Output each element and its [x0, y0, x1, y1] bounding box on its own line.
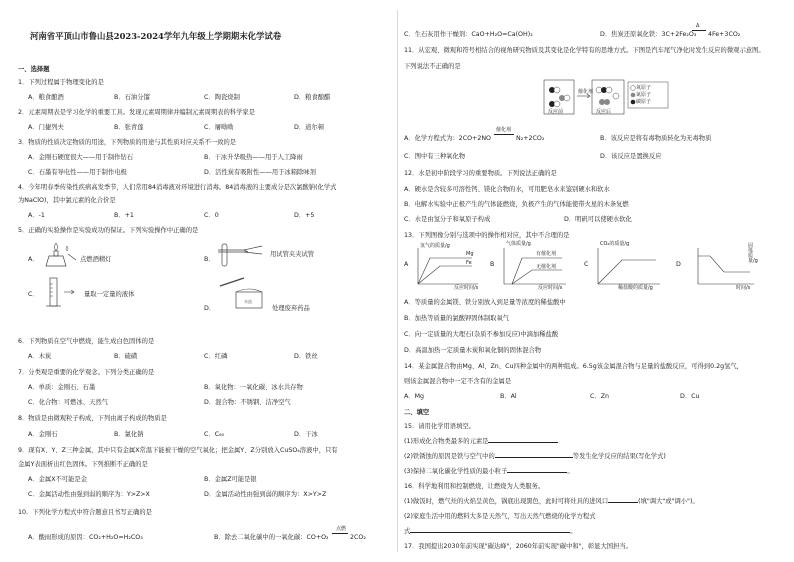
q9-option-a: A．金属X不可能是金 [28, 476, 87, 483]
section-heading-fill: 二、填空 [404, 409, 430, 416]
q12-option-d: D．明矾可以使硬水软化 [564, 216, 632, 223]
q8-option-c: C．C₆₀ [204, 431, 225, 438]
q13-graph-b [498, 241, 570, 290]
alcohol-lamp-figure [38, 240, 78, 270]
q5-option-b-text: 用试管夹夹试管 [270, 251, 315, 258]
q15-sub2 [404, 454, 666, 460]
q10-option-b-arrow-line [332, 533, 348, 534]
q13-graph-b-series-nocatalyst: 无催化剂 [536, 264, 557, 270]
q3-option-b: B．干冰升华吸热——用于人工降雨 [204, 154, 303, 161]
q3-stem: 3．物质的性质决定物质的用途，下列物质的用途与其性质对应关系不一致的是 [18, 139, 237, 146]
q10-option-d-product: 4Fe+3CO₂ [708, 31, 741, 38]
q12-option-a: A．硬水是含较多可溶性钙、镁化合物的水，可用肥皂水来鉴别硬水和软水 [404, 186, 610, 193]
q8-option-a: A．金刚石 [28, 431, 58, 438]
q16-sub1-text: (1)做饭时，燃气灶的火焰呈黄色，锅底出现黑色，此时可将灶具的进风口 [404, 498, 609, 505]
q11-option-a-arrow-line [494, 134, 514, 135]
q12-option-b: B．电解水实验中正极产生的气体能燃烧，负极产生的气体能使带火星的木条复燃 [404, 201, 629, 208]
graduated-cylinder-figure [40, 276, 80, 310]
q5-option-b-label: B． [204, 256, 215, 263]
q13-graph-a-series-fe: Fe [466, 260, 472, 266]
q11-box-before-label: 反应前 [548, 109, 564, 115]
q13-graph-a-xlabel: 反应时间/s [454, 285, 479, 291]
q16-sub3-tail: 。 [570, 528, 577, 535]
q1-option-c: C．陶瓷烧制 [204, 94, 240, 101]
q14-option-d: D．Cu [680, 393, 700, 400]
q10-stem: 10．下列化学方程式中符合题意且书写正确的是 [18, 509, 152, 516]
q10-option-d-arrow-line [692, 30, 706, 31]
test-tube-holder-figure [214, 240, 264, 270]
q5-option-a-text: 点燃酒精灯 [80, 256, 112, 263]
q1-option-a: A．粮食酿酒 [28, 94, 64, 101]
q10-option-b-product: 2CO₂ [350, 534, 366, 541]
q15-sub3-tail: 。 [567, 468, 574, 475]
q11-option-b: B．该反应是将有毒物质转化为无毒物质 [600, 135, 712, 142]
q13-option-d: D．高温加热一定质量木炭和氧化铜的固体混合物 [404, 347, 542, 354]
q14-stem-line2: 则该金属混合物中一定不含有的金属是 [404, 378, 512, 385]
q13-option-b: B．加热等质量的氯酸钾固体制取氧气 [404, 315, 510, 322]
q13-graph-c-xlabel: 稀盐酸的质量/g [618, 285, 653, 291]
q5-option-a-label: A． [28, 256, 39, 263]
q13-graph-a-ylabel: 氢气的质量/g [420, 243, 450, 249]
q6-option-d: D．铁丝 [294, 353, 318, 360]
q11-stem-line2: 下列说法不正确的是 [404, 63, 461, 70]
svg-text:水池: 水池 [244, 299, 252, 304]
q15-sub3-text: (3)保持二氧化碳化学性质的最小粒子 [404, 468, 508, 475]
section-heading-choice: 一、选择题 [18, 66, 50, 73]
q11-option-d: D．该反应是置换反应 [600, 153, 662, 160]
q3-option-d: D．活性炭有吸附性——用于冰箱除味剂 [204, 169, 316, 176]
q6-option-b: B．硫磺 [114, 353, 138, 360]
q13-graph-b-series-catalyst: 有催化剂 [536, 251, 557, 257]
q15-blank-1[interactable] [488, 442, 558, 443]
q11-legend-carbon: 碳原子 [636, 99, 652, 105]
q7-option-c: C．化合物：可燃冰、天然气 [28, 399, 108, 406]
q4-stem-line1: 4．今年明春季传染性疾病高发季节，人们常用84消毒液对环境进行消毒。84消毒液的主要成分是次氯酸钠(化学式 [18, 184, 337, 191]
q4-option-a: A．-1 [28, 212, 45, 219]
q5-option-c-label: C． [28, 291, 39, 298]
q11-catalyst-label: 催化剂 [578, 89, 594, 95]
q13-graph-a-series-mg: Mg [466, 251, 474, 257]
q15-stem: 15．请用化学用语填空。 [404, 423, 475, 430]
q3-option-a: A．金刚石硬度很大——用于制作钻石 [28, 154, 134, 161]
q10-option-b-condition: 点燃 [336, 526, 347, 532]
q7-option-a: A．单质：金刚石、石墨 [28, 384, 96, 391]
q2-option-a: A．门捷列夫 [28, 124, 64, 131]
q13-option-c: C．向一定质量的大理石(杂质不参加反应)中滴加稀盐酸 [404, 331, 559, 338]
q7-stem: 7．分类观是重要的化学观念。下列分类正确的是 [18, 369, 155, 376]
q11-option-a-condition: 催化剂 [496, 127, 512, 133]
q4-option-c: C．0 [204, 212, 219, 219]
q16-sub2: (2)家庭生活中用的燃料大多是天然气，写出天然气燃烧的化学方程式 [404, 513, 596, 520]
q16-sub1-tail: (填"调大"或"调小")。 [638, 498, 699, 505]
q13-graph-c-ylabel: CO₂的质量/g [600, 241, 630, 247]
q13-graph-b-xlabel: 反应时间/s [538, 285, 563, 291]
q14-option-a: A．Mg [404, 393, 425, 400]
q14-option-c: C．Zn [590, 393, 609, 400]
q4-option-d: D．+5 [294, 212, 315, 219]
q1-option-b: B．石油分馏 [114, 94, 150, 101]
q11-box-after-label: 反应后 [596, 109, 612, 115]
q13-graph-b-ylabel: 气体质量/g [506, 241, 531, 247]
q11-option-a: A．化学方程式为：2CO+2NO [404, 135, 491, 142]
q10-option-a: A．酸雨形成的原因：CO₂+H₂O=H₂CO₃ [28, 534, 143, 541]
q13-option-a: A．等质量的金属镁、铁分别放入到足量等浓度的稀盐酸中 [404, 299, 566, 306]
q6-stem: 6．下列物质在空气中燃烧，能生成白色固体的是 [18, 338, 155, 345]
q11-stem-line1: 11．从宏观、微观和符号相结合的视角研究物质及其变化是化学特有的思维方式。下图是汽车尾气净化时发生反应的微观示意图。 [404, 47, 765, 54]
q11-option-a-product: N₂+2CO₂ [516, 135, 545, 142]
q9-option-d: D．金属活动性由强到弱的顺序为：X>Y>Z [204, 491, 327, 498]
q13-graph-d-ylabel: 固体质量/g [748, 243, 758, 264]
q7-option-d: D．混合物：不锈钢、洁净空气 [204, 399, 291, 406]
q8-option-b: B．氯化钠 [114, 431, 144, 438]
q2-stem: 2．元素周期表是学习化学的重要工具。发现元素周期律并编制元素周期表的科学家是 [18, 109, 255, 116]
q5-stem: 5．正确的实验操作是实验成功的保证。下列实验操作中正确的是 [18, 227, 199, 234]
q6-option-c: C．红磷 [204, 353, 228, 360]
waste-disposal-figure [214, 276, 270, 316]
q4-stem-line2: 为NaClO)，其中氯元素的化合价是 [18, 197, 116, 204]
paper-title: 河南省平顶山市鲁山县2023-2024学年九年级上学期期末化学试卷 [30, 31, 282, 41]
q1-option-d: D．粮食酿醋 [294, 94, 331, 101]
q10-option-d-condition: Δ [696, 23, 700, 29]
q9-option-c: C．金属活动性由强到弱的顺序为：Y>Z>X [28, 491, 150, 498]
q8-option-d: D．干冰 [294, 431, 318, 438]
q15-sub2-text: (2)铁锈蚀的原因是铁与空气中的 [404, 453, 495, 460]
q13-graph-b-label: B [490, 261, 495, 268]
q16-blank-2[interactable] [410, 532, 570, 533]
q10-option-b: B．除去二氧化碳中的一氧化碳：CO+O₂ [214, 534, 329, 541]
q14-option-b: B．Al [500, 393, 517, 400]
q11-legend-nitrogen: 氮原子 [636, 92, 652, 98]
q16-sub3-text: 式 [404, 528, 411, 535]
q16-sub3 [404, 529, 577, 535]
q10-option-c: C．生石灰用作干燥剂：CaO+H₂O=Ca(OH)₂ [404, 31, 533, 38]
q16-sub1 [404, 499, 699, 505]
q14-stem-line1: 14．某金属混合物由Mg、Al、Zn、Cu四种金属中的两种组成。6.5g该金属混合物与足量的盐酸反应，可得到0.2g氢气， [404, 363, 743, 370]
q4-option-b: B．+1 [114, 212, 134, 219]
q2-option-b: B．张青莲 [114, 124, 144, 131]
q15-blank-3[interactable] [507, 472, 567, 473]
q3-option-c: C．石墨有导电性——用于制作电极 [28, 169, 127, 176]
q1-stem: 1．下列过程属于物理变化的是 [18, 79, 104, 86]
q5-option-c-text: 量取一定量的液体 [84, 291, 135, 298]
q12-option-c: C．水是由氢分子和氧原子构成 [404, 216, 491, 223]
q13-graph-c-label: C [584, 261, 589, 268]
q5-option-d-text: 处理废弃药品 [272, 305, 310, 312]
column-divider [397, 10, 398, 552]
q13-graph-a-label: A [404, 261, 409, 268]
q2-option-c: C．屠呦呦 [204, 124, 234, 131]
q13-stem: 13．下列图像分别与选项中的操作相对应，其中不合理的是 [404, 232, 570, 239]
q15-sub1 [404, 439, 558, 445]
q10-option-d: D．焦炭还原氧化铁：3C+2Fe₂O₃ [600, 31, 697, 38]
q11-option-c: C．图中有三种氧化物 [404, 153, 466, 160]
q13-graph-d-label: D [676, 261, 681, 268]
q6-option-a: A．木炭 [28, 353, 52, 360]
q5-option-d-label: D． [204, 305, 216, 312]
q15-sub2-tail: 等发生化学反应的结果(写化学式) [572, 453, 666, 460]
q8-stem: 8．物质是由微观粒子构成，下列由离子构成的物质是 [18, 415, 167, 422]
q12-stem: 12．水是初中阶段学习的重要物质。下列说法正确的是 [404, 170, 557, 177]
q13-graph-d-xlabel: 时间/s [736, 285, 751, 291]
q15-sub3 [404, 469, 574, 475]
q9-stem-line2: 金属Y表面析出红色固体。下列推断不正确的是 [18, 461, 148, 468]
q2-option-d: D．道尔顿 [294, 124, 325, 131]
q15-blank-2[interactable] [495, 457, 573, 458]
q7-option-b: B．氧化物：一氧化碳、冰水共存物 [204, 384, 303, 391]
q17-stem: 17．我国提出2030年前实现"碳达峰"，2060年前实现"碳中和"，彰显大国担当。 [404, 543, 632, 550]
q15-sub1-text: (1)形成化合物类最多的元素是 [404, 438, 489, 445]
q16-stem: 16．科学地利用和控制燃烧，让燃烧为人类服务。 [404, 483, 545, 490]
q11-legend-oxygen: 氧原子 [636, 85, 652, 91]
q9-option-b: B．金属Z可能是银 [204, 476, 257, 483]
q16-blank-1[interactable] [608, 502, 638, 503]
q13-graph-c [592, 241, 664, 290]
q9-stem-line1: 9．现有X、Y、Z三种金属，其中只有金属X常温下能被干燥的空气氧化；把金属Y、Z分别放入CuSO₄溶液中，只有 [18, 447, 338, 454]
